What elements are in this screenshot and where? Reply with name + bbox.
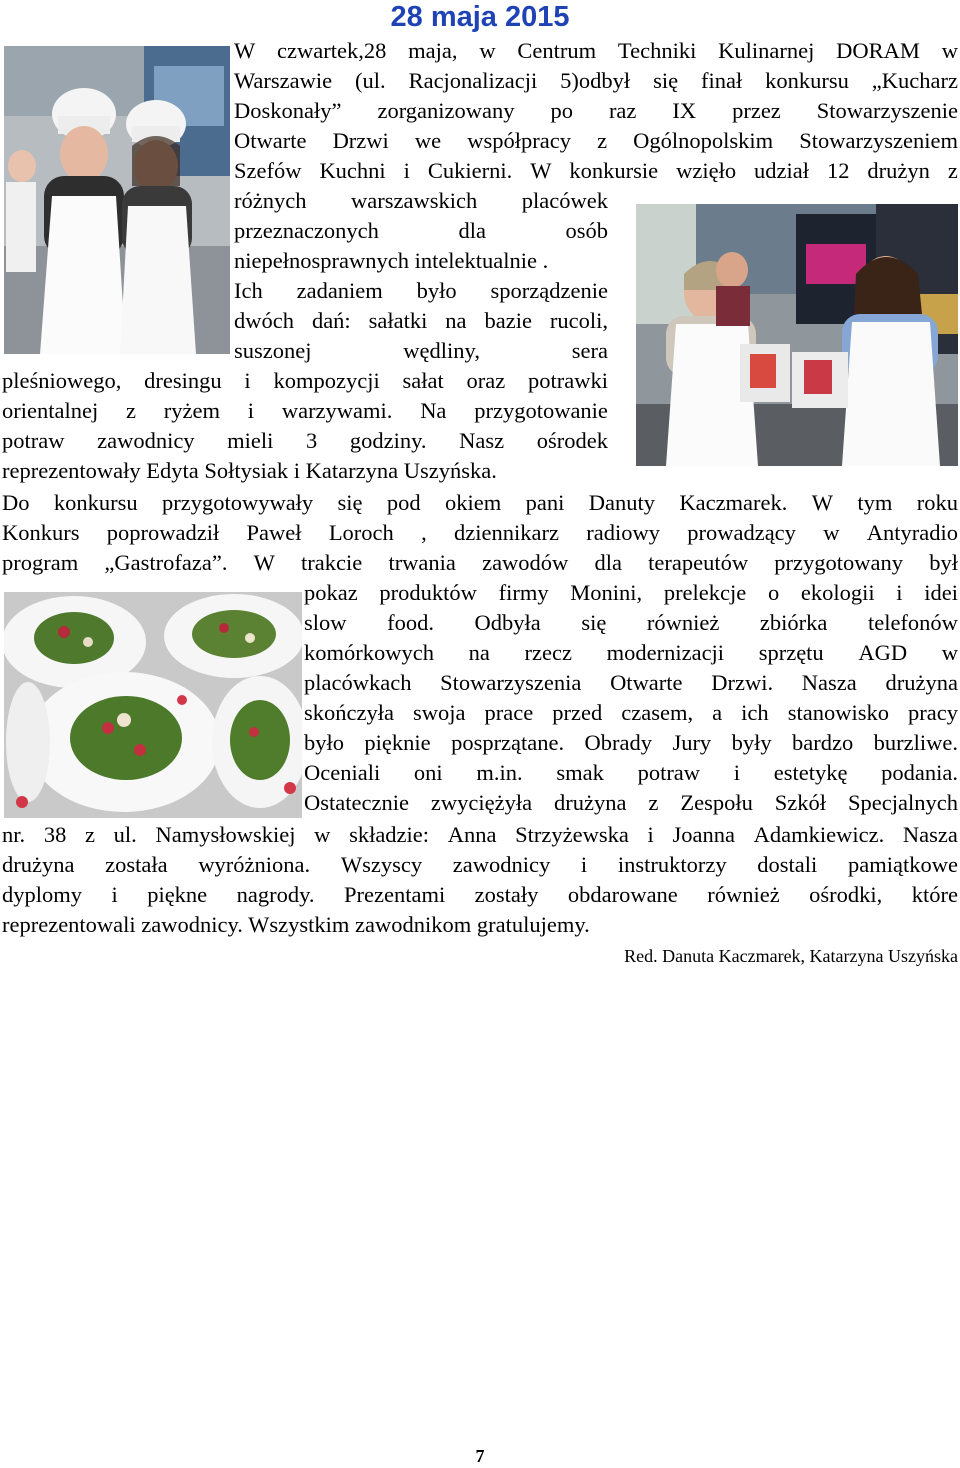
text-line [234, 246, 608, 276]
word: w [314, 822, 331, 847]
text-line [2, 456, 608, 486]
word: W [234, 38, 256, 63]
word: wyróżniona. [198, 852, 311, 877]
word: zbiórka [759, 610, 828, 635]
word: piękne [147, 882, 208, 907]
word: burzliwe. [873, 730, 958, 755]
word: prowadzący [687, 520, 796, 545]
page-number: 7 [475, 1446, 485, 1466]
word: sera [571, 338, 608, 363]
word: Doskonały” [234, 98, 342, 123]
word: została [105, 852, 168, 877]
word: prelekcje [663, 580, 747, 605]
word: modernizacji [606, 640, 725, 665]
word: raz [608, 98, 637, 123]
word: podania. [881, 760, 958, 785]
word: W [811, 490, 834, 515]
word: instruktorzy [617, 852, 727, 877]
word: roku [916, 490, 958, 515]
word: program [2, 550, 79, 575]
word: swoja [413, 700, 466, 725]
word: zorganizowany [377, 98, 515, 123]
word: czasem, [621, 700, 694, 725]
word: Oceniali [304, 760, 381, 785]
word: prace [484, 700, 534, 725]
word: rucoli, [549, 308, 608, 333]
word: godziny. [349, 428, 427, 453]
word: W [530, 158, 552, 183]
word: potraw [2, 428, 65, 453]
word: czwartek,28 [277, 38, 387, 63]
word: na [445, 308, 467, 333]
word: w [941, 38, 958, 63]
word: finał [700, 68, 743, 93]
text-line [2, 850, 958, 880]
word: trwania [388, 550, 456, 575]
word: Techniki [617, 38, 697, 63]
word: 38 [43, 822, 67, 847]
word: składzie: [349, 822, 430, 847]
word: reprezentowali zawodnicy. Wszystkim zawodnikom gratulujemy. [2, 912, 590, 937]
word: Nasza [801, 670, 857, 695]
word: z [947, 158, 958, 183]
word: i [733, 760, 741, 785]
text-line [2, 910, 958, 940]
word: z [84, 822, 95, 847]
text-line [234, 186, 608, 216]
word: Nasza [902, 822, 958, 847]
word: Cukierni. [427, 158, 513, 183]
word: Jury [672, 730, 712, 755]
word: Stowarzyszenie [816, 98, 958, 123]
text-line [2, 396, 608, 426]
text-line [304, 758, 958, 788]
word: estetykę [773, 760, 848, 785]
word: m.in. [476, 760, 523, 785]
text-line [2, 426, 608, 456]
word: Drzwi [332, 128, 389, 153]
word: Racjonalizacji [408, 68, 538, 93]
word: ul. [113, 822, 137, 847]
word: Do [2, 490, 30, 515]
word: komórkowych [304, 640, 434, 665]
word: dostali [757, 852, 818, 877]
word: trakcie [301, 550, 363, 575]
word: ośrodki, [809, 882, 883, 907]
word: drużyna [2, 852, 75, 877]
word: kompozycji [273, 368, 380, 393]
word: Ostatecznie [304, 790, 409, 815]
word: konkursu [765, 68, 849, 93]
word: wędliny, [403, 338, 480, 363]
word: 3 [306, 428, 318, 453]
word: potraw [637, 760, 701, 785]
word: 5)odbył [560, 68, 631, 93]
word: udział [754, 158, 810, 183]
word: stanowisko [787, 700, 889, 725]
word: telefonów [867, 610, 958, 635]
text-line [234, 66, 958, 96]
word: Obrady [584, 730, 653, 755]
text-line [2, 820, 958, 850]
word: zostały [474, 882, 539, 907]
word: we [414, 128, 442, 153]
word: zadaniem [296, 278, 383, 303]
word: zawodnicy [97, 428, 195, 453]
word: z [597, 128, 608, 153]
word: food. [387, 610, 434, 635]
word: się [653, 68, 679, 93]
word: różnych [234, 188, 307, 213]
text-line [2, 366, 608, 396]
word: Strzyżewska [515, 822, 629, 847]
text-line [2, 518, 958, 548]
word: i [111, 882, 118, 907]
word: nagrody. [236, 882, 315, 907]
word: Ogólnopolskim [633, 128, 774, 153]
word: IX [672, 98, 697, 123]
text-line [304, 788, 958, 818]
word: w [823, 520, 840, 545]
word: przygotowywały [161, 490, 314, 515]
word: , [421, 520, 427, 545]
word: orientalnej [2, 398, 99, 423]
word: Danuty [588, 490, 655, 515]
word: dziennikarz [453, 520, 559, 545]
word: maja, [408, 38, 458, 63]
word: pięknie [364, 730, 431, 755]
word: dań: [311, 308, 351, 333]
word: dwóch [234, 308, 294, 333]
text-line [304, 608, 958, 638]
word: bazie [484, 308, 532, 333]
word: zwyciężyła [430, 790, 533, 815]
word: slow [304, 610, 347, 635]
word: były [731, 730, 772, 755]
word: przeznaczonych [234, 218, 379, 243]
word: idei [924, 580, 958, 605]
word: sałat [402, 368, 444, 393]
word: Na [420, 398, 447, 423]
word: mieli [227, 428, 274, 453]
word: Ich [234, 278, 263, 303]
text-line [234, 216, 608, 246]
word: Stowarzyszenia [440, 670, 582, 695]
word: Kaczmarek. [679, 490, 788, 515]
text-line [234, 336, 608, 366]
word: niepełnosprawnych intelektualnie . [234, 248, 549, 273]
word: placówkach [304, 670, 412, 695]
word: pleśniowego, [2, 368, 122, 393]
word: Nasz [459, 428, 505, 453]
word: Warszawie [234, 68, 333, 93]
word: drużyna [554, 790, 627, 815]
word: Antyradio [866, 520, 958, 545]
word: Stowarzyszeniem [799, 128, 958, 153]
word: bardzo [792, 730, 854, 755]
word: Odbyła [474, 610, 541, 635]
word: i [647, 822, 654, 847]
word: Adamkiewicz. [753, 822, 885, 847]
word: Monini, [570, 580, 643, 605]
word: Drzwi. [711, 670, 774, 695]
word: dyplomy [2, 882, 83, 907]
word: konkursie [569, 158, 659, 183]
text-line [234, 276, 608, 306]
word: również [707, 882, 780, 907]
word: warszawskich [351, 188, 478, 213]
word: pani [525, 490, 565, 515]
word: posprzątane. [451, 730, 565, 755]
word: również [646, 610, 720, 635]
word: AGD [858, 640, 908, 665]
text-line [304, 698, 958, 728]
word: i [896, 580, 903, 605]
word: sałatki [368, 308, 428, 333]
word: w [479, 38, 496, 63]
word: okiem [445, 490, 502, 515]
word: pokaz [304, 580, 358, 605]
word: na [468, 640, 490, 665]
article-signature: Red. Danuta Kaczmarek, Katarzyna Uszyńska [624, 946, 958, 966]
word: tym [857, 490, 893, 515]
word: nr. [2, 822, 26, 847]
word: w [941, 640, 958, 665]
word: a [712, 700, 723, 725]
word: Szefów [234, 158, 302, 183]
text-line [2, 488, 958, 518]
word: przez [732, 98, 781, 123]
word: zawodów [482, 550, 569, 575]
word: Szkół [774, 790, 827, 815]
word: smak [556, 760, 604, 785]
word: Centrum [517, 38, 597, 63]
word: radiowy [586, 520, 660, 545]
text-line [304, 728, 958, 758]
word: się [337, 490, 363, 515]
word: produktów [379, 580, 477, 605]
word: suszonej [234, 338, 312, 363]
word: z [126, 398, 136, 423]
word: po [550, 98, 573, 123]
word: sporządzenie [490, 278, 608, 303]
word: W [253, 550, 275, 575]
word: pod [386, 490, 421, 515]
word: Paweł [246, 520, 302, 545]
word: i [247, 398, 255, 423]
text-line [234, 36, 958, 66]
word: skończyła [304, 700, 394, 725]
word: ekologii [800, 580, 875, 605]
word: przed [552, 700, 603, 725]
text-line [234, 96, 958, 126]
word: „Kucharz [871, 68, 958, 93]
word: i [403, 158, 410, 183]
word: (ul. [355, 68, 386, 93]
word: Kuchni [319, 158, 386, 183]
word: DORAM [836, 38, 920, 63]
text-line [304, 638, 958, 668]
word: osób [565, 218, 608, 243]
word: Joanna [672, 822, 735, 847]
word: przygotowanie [474, 398, 608, 423]
word: i [244, 368, 251, 393]
word: było [416, 278, 457, 303]
word: drużyna [885, 670, 958, 695]
word: Zespołu [680, 790, 753, 815]
word: dresingu [144, 368, 222, 393]
word: reprezentowały Edyta Sołtysiak i Katarzyna Uszyńska. [2, 458, 497, 483]
photo-participants-with-kettles [636, 204, 958, 466]
word: Loroch [328, 520, 394, 545]
word: ich [741, 700, 769, 725]
text-line [304, 668, 958, 698]
photo-two-chefs [4, 46, 230, 354]
word: o [767, 580, 780, 605]
word: Otwarte [234, 128, 307, 153]
word: Specjalnych [848, 790, 958, 815]
word: wzięło [676, 158, 737, 183]
word: 12 [826, 158, 850, 183]
word: zawodnicy [452, 852, 551, 877]
word: terapeutów [648, 550, 749, 575]
page-title: 28 maja 2015 [390, 1, 570, 33]
word: „Gastrofaza”. [104, 550, 228, 575]
text-line [2, 548, 958, 578]
word: współpracy [467, 128, 571, 153]
word: obdarowane [567, 882, 678, 907]
word: warzywami. [281, 398, 393, 423]
word: pamiątkowe [847, 852, 958, 877]
word: firmy [498, 580, 549, 605]
word: rzecz [524, 640, 572, 665]
word: potrawki [528, 368, 608, 393]
word: Konkurs [2, 520, 80, 545]
text-line [304, 578, 958, 608]
word: drużyn [867, 158, 930, 183]
word: które [911, 882, 958, 907]
word: było [304, 730, 345, 755]
word: pracy [907, 700, 958, 725]
text-line [234, 126, 958, 156]
text-line [234, 306, 608, 336]
word: Prezentami [343, 882, 446, 907]
word: Kulinarnej [718, 38, 815, 63]
word: sprzętu [758, 640, 824, 665]
word: był [929, 550, 958, 575]
word: placówek [521, 188, 608, 213]
word: dla [594, 550, 622, 575]
photo-salads-on-plates [4, 592, 302, 818]
word: Wszyscy [340, 852, 423, 877]
word: oraz [466, 368, 506, 393]
word: i [580, 852, 588, 877]
word: z [648, 790, 659, 815]
word: ryżem [163, 398, 220, 423]
word: poprowadził [106, 520, 220, 545]
word: Namysłowskiej [155, 822, 296, 847]
word: przygotowany [774, 550, 904, 575]
word: ośrodek [536, 428, 608, 453]
word: oni [413, 760, 443, 785]
word: Otwarte [610, 670, 683, 695]
word: się [581, 610, 607, 635]
text-line [2, 880, 958, 910]
word: Anna [447, 822, 497, 847]
text-line [234, 156, 958, 186]
word: konkursu [53, 490, 138, 515]
word: dla [458, 218, 486, 243]
